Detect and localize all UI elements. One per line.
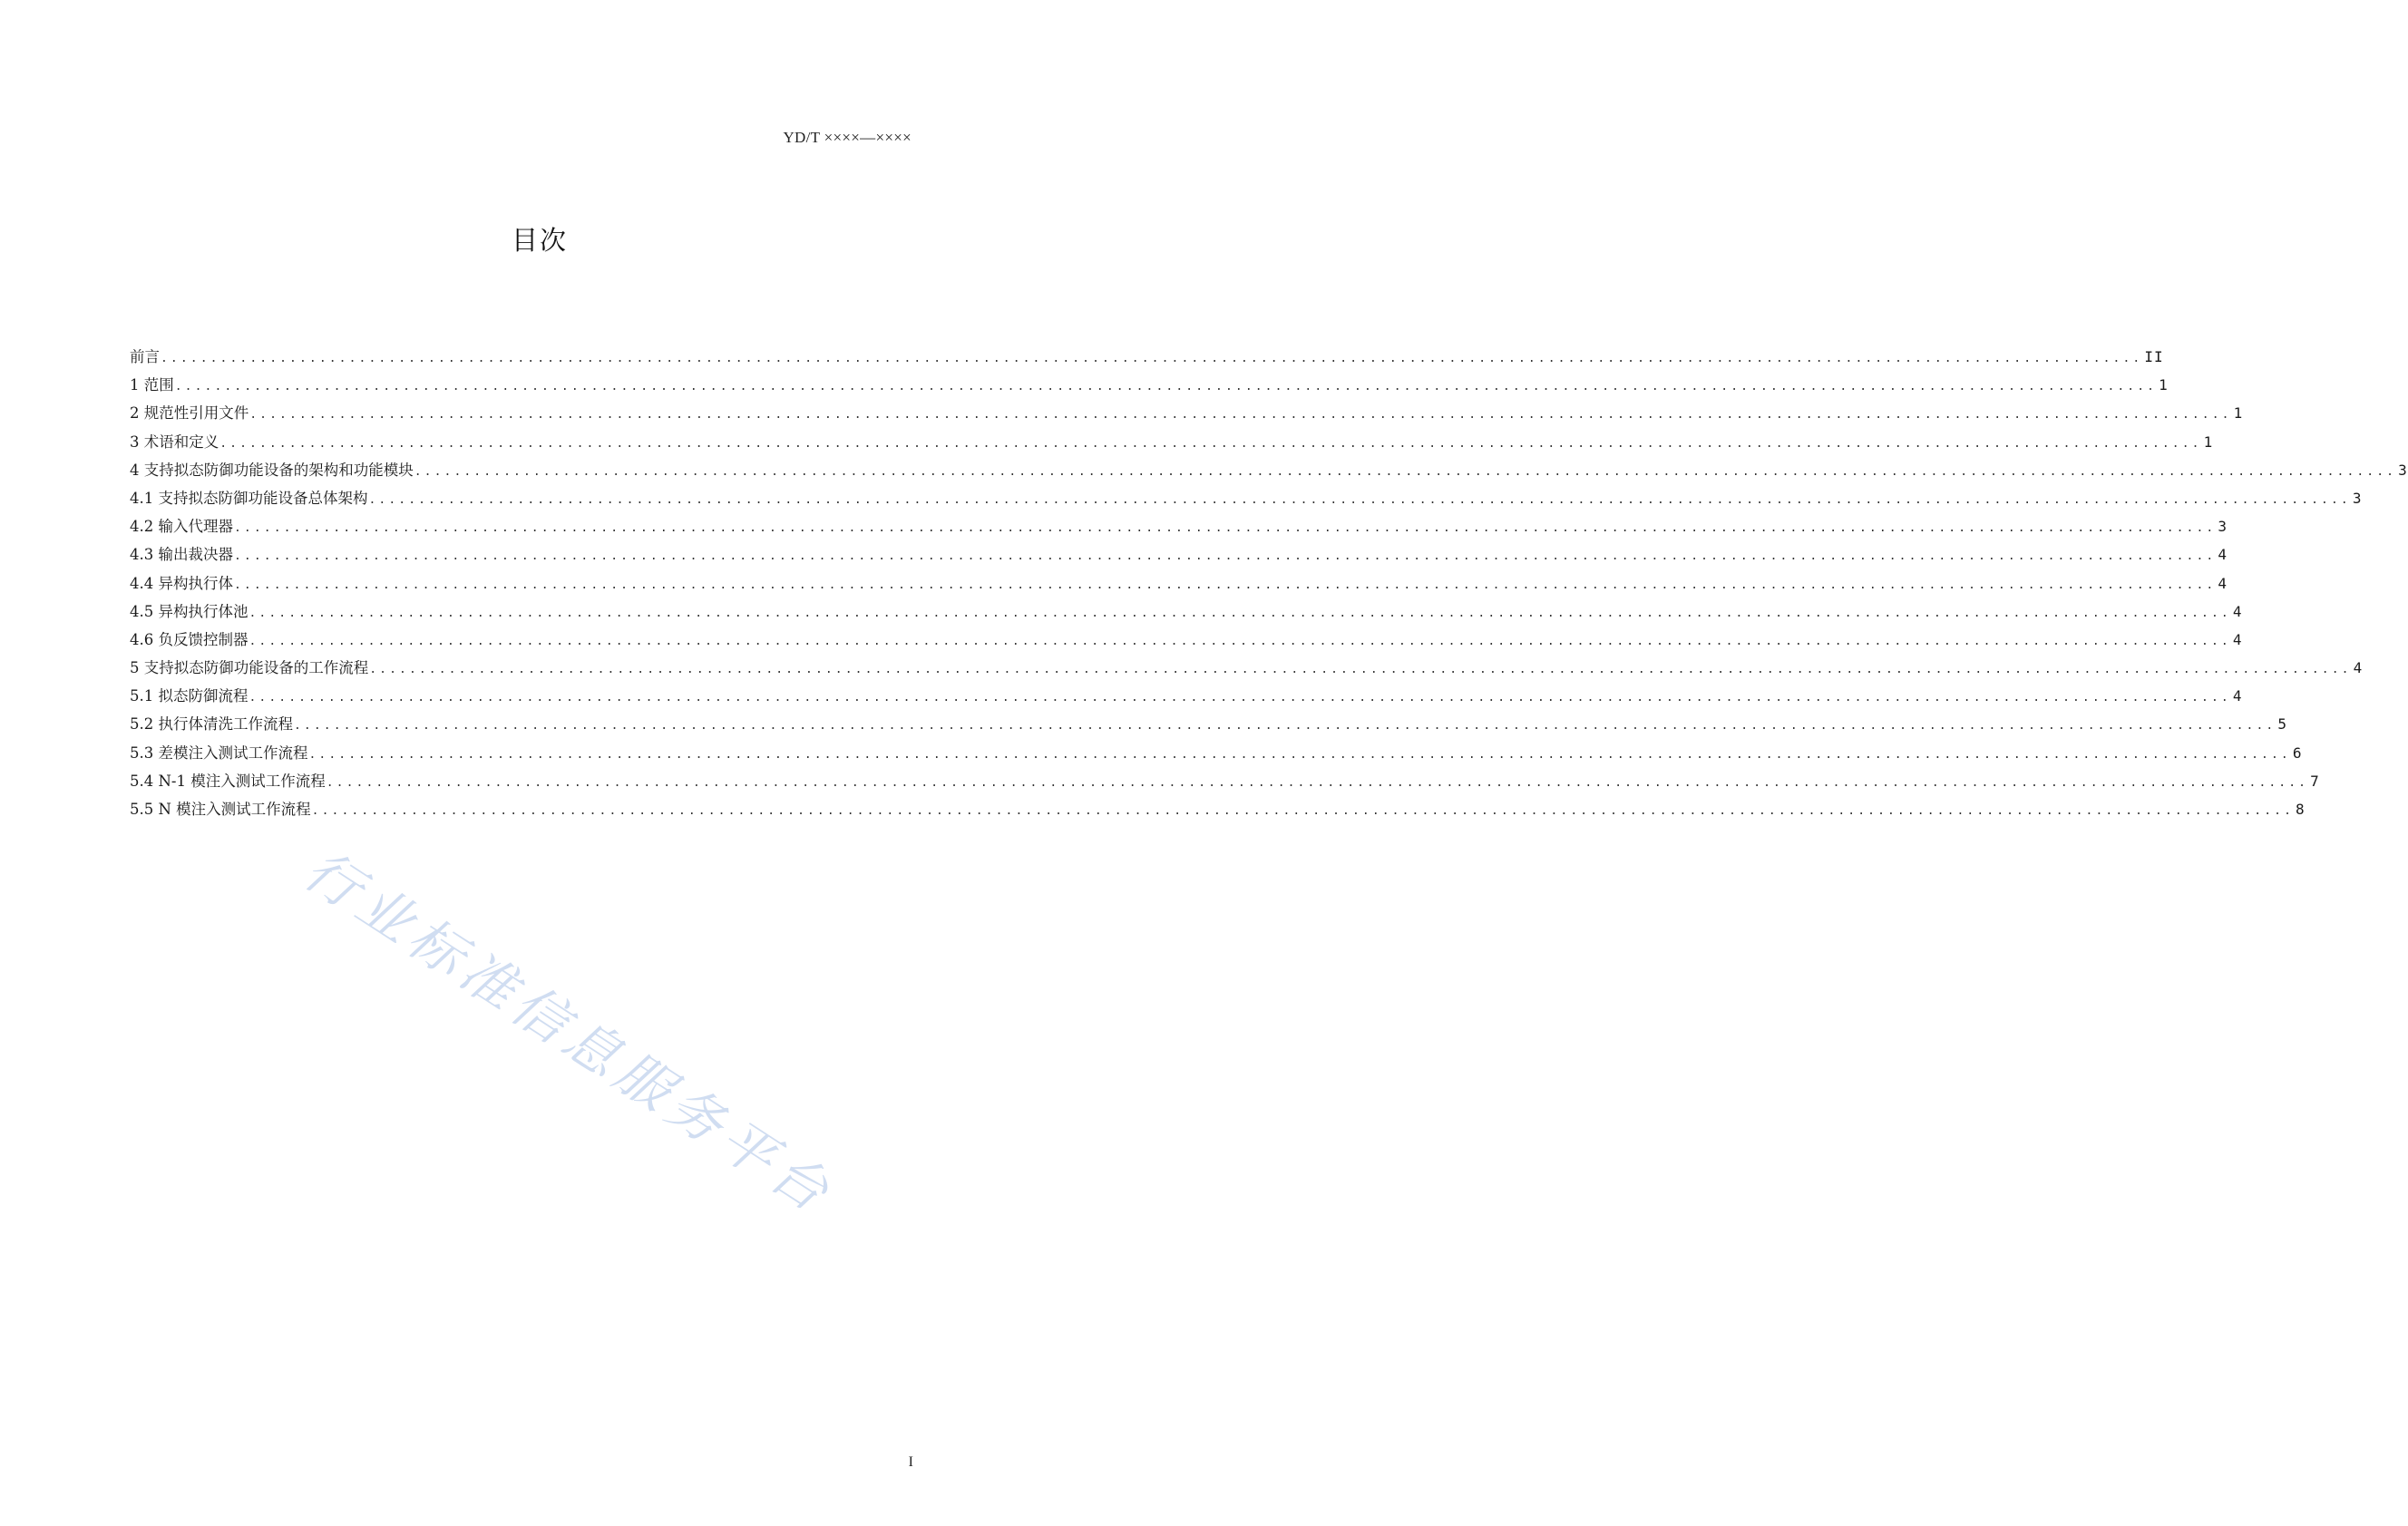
toc-entry[interactable]	[130, 343, 2164, 371]
toc-dot-leader: ........................................................................................................................................................................................................	[414, 464, 2397, 479]
toc-entry-page: 4	[2218, 546, 2228, 564]
toc-entry-label: 4.2 输入代理器	[130, 518, 233, 536]
toc-entry-page: 8	[2296, 801, 2306, 818]
toc-dot-leader: ........................................................................................................................................................................................................	[369, 663, 2352, 677]
toc-dot-leader: ........................................................................................................................................................................................................	[249, 408, 2232, 423]
toc-entry-page: 1	[2159, 376, 2169, 394]
toc-entry[interactable]	[130, 598, 2243, 626]
table-of-contents	[130, 343, 2408, 823]
toc-entry[interactable]	[130, 795, 2306, 823]
toc-entry-label: 5 支持拟态防御功能设备的工作流程	[130, 659, 369, 677]
page-title: 目次	[511, 225, 568, 256]
toc-entry-page: 4	[2218, 574, 2228, 592]
toc-dot-leader: ........................................................................................................................................................................................................	[234, 578, 2217, 592]
toc-entry[interactable]	[130, 428, 2214, 456]
toc-entry[interactable]	[130, 767, 2320, 795]
toc-dot-leader: ........................................................................................................................................................................................................	[161, 352, 2143, 365]
toc-entry-page: 4	[2353, 659, 2364, 677]
toc-entry-label: 4.6 负反馈控制器	[130, 630, 249, 648]
toc-entry-page: 5	[2277, 715, 2287, 734]
toc-entry-label: 5.1 拟态防御流程	[130, 687, 249, 705]
toc-entry-page: II	[2144, 348, 2164, 365]
toc-entry-page: 4	[2232, 687, 2243, 705]
toc-entry-page: 3	[2352, 489, 2363, 507]
toc-dot-leader: ........................................................................................................................................................................................................	[326, 775, 2309, 790]
toc-entry-page: 4	[2232, 630, 2243, 648]
toc-entry-label: 5.2 执行体清洗工作流程	[130, 715, 293, 734]
toc-entry[interactable]	[130, 512, 2228, 540]
toc-entry-label: 2 规范性引用文件	[130, 404, 249, 423]
toc-dot-leader: ........................................................................................................................................................................................................	[249, 606, 2231, 620]
toc-dot-leader: ........................................................................................................................................................................................................	[219, 436, 2202, 451]
toc-dot-leader: ........................................................................................................................................................................................................	[249, 691, 2231, 705]
toc-entry-label: 1 范围	[130, 376, 174, 394]
toc-entry-label: 4.5 异构执行体池	[130, 602, 249, 620]
toc-entry[interactable]	[130, 484, 2363, 512]
toc-dot-leader: ........................................................................................................................................................................................................	[234, 521, 2217, 536]
toc-entry[interactable]	[130, 569, 2228, 598]
toc-entry-page: 6	[2292, 744, 2303, 762]
toc-dot-leader: ........................................................................................................................................................................................................	[368, 492, 2351, 507]
toc-entry[interactable]	[130, 654, 2364, 682]
toc-dot-leader: ........................................................................................................................................................................................................	[249, 634, 2231, 648]
toc-dot-leader: ........................................................................................................................................................................................................	[308, 747, 2291, 762]
toc-entry[interactable]	[130, 710, 2287, 738]
toc-entry-page: 7	[2310, 772, 2320, 790]
toc-dot-leader: ........................................................................................................................................................................................................	[311, 804, 2295, 818]
toc-entry-label: 4.1 支持拟态防御功能设备总体架构	[130, 489, 368, 507]
toc-entry-page: 3	[2218, 518, 2228, 536]
toc-entry-label: 前言	[130, 348, 160, 365]
toc-entry-label: 5.3 差模注入测试工作流程	[130, 744, 308, 762]
toc-entry-page: 1	[2203, 433, 2214, 451]
toc-entry-label: 4 支持拟态防御功能设备的架构和功能模块	[130, 461, 414, 479]
toc-entry[interactable]	[130, 682, 2243, 710]
toc-entry[interactable]	[130, 456, 2408, 484]
toc-entry-label: 5.4 N-1 模注入测试工作流程	[130, 772, 326, 790]
toc-entry[interactable]	[130, 540, 2228, 569]
document-code: YD/T ××××—××××	[783, 129, 912, 146]
toc-dot-leader: ........................................................................................................................................................................................................	[174, 380, 2158, 394]
toc-entry[interactable]	[130, 371, 2169, 399]
toc-entry[interactable]	[130, 626, 2243, 654]
toc-entry-page: 3	[2398, 461, 2408, 479]
toc-entry-label: 5.5 N 模注入测试工作流程	[130, 801, 311, 818]
toc-entry-label: 4.3 输出裁决器	[130, 546, 233, 564]
toc-dot-leader: ........................................................................................................................................................................................................	[294, 719, 2276, 734]
toc-entry-label: 3 术语和定义	[130, 433, 219, 451]
page-number: I	[908, 1454, 913, 1470]
toc-dot-leader: ........................................................................................................................................................................................................	[234, 549, 2217, 564]
toc-entry-page: 1	[2233, 404, 2244, 423]
watermark: 行业标准信息服务平台	[293, 838, 845, 1228]
toc-entry-label: 4.4 异构执行体	[130, 574, 233, 592]
toc-entry[interactable]	[130, 739, 2303, 767]
toc-entry[interactable]	[130, 399, 2244, 427]
toc-entry-page: 4	[2232, 602, 2243, 620]
